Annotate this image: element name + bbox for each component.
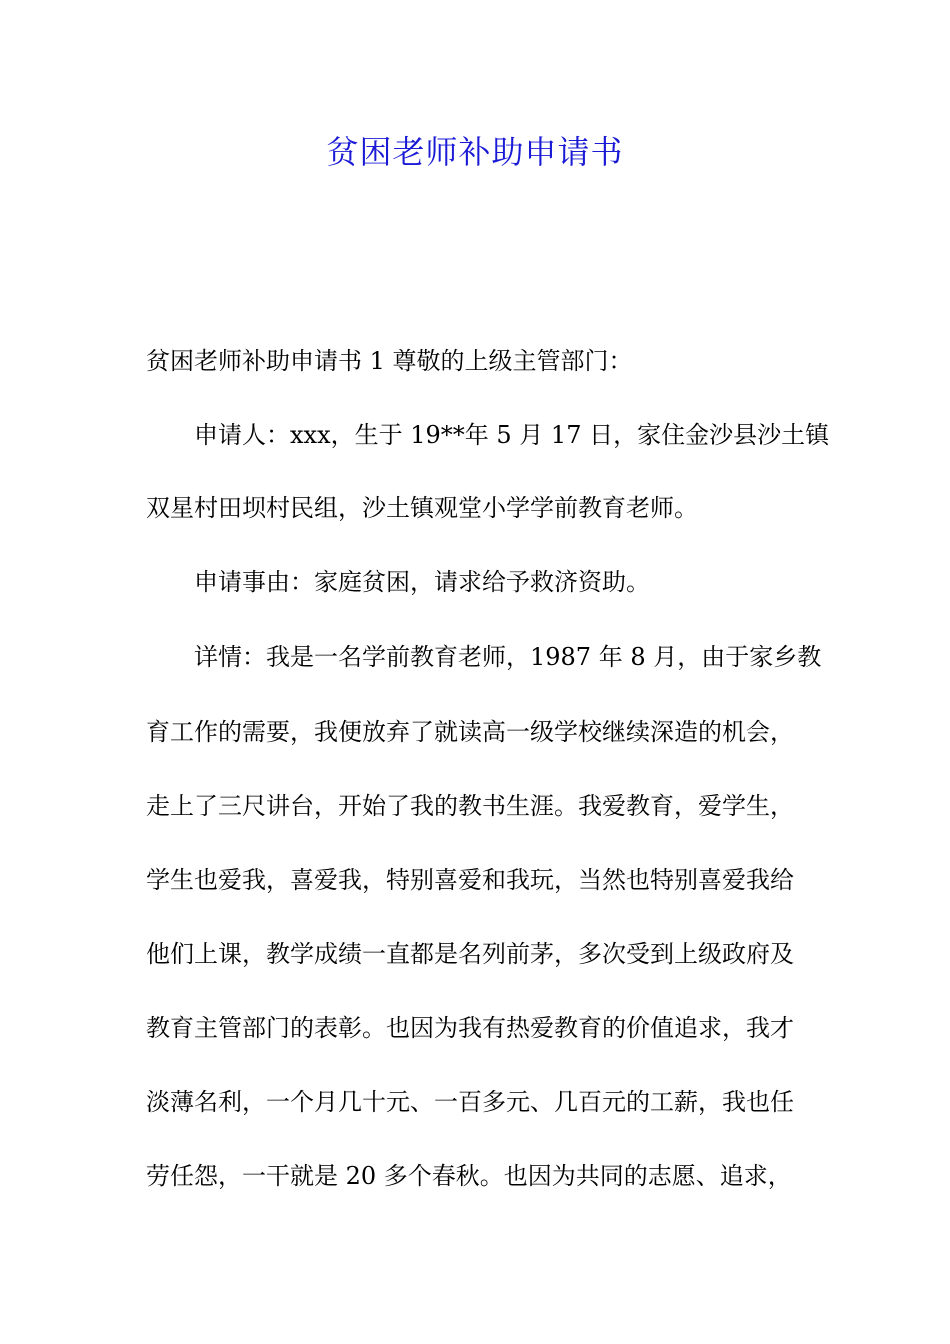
document-title: 贫困老师补助申请书 [326, 133, 624, 171]
details-line-4: 学生也爱我，喜爱我，特别喜爱和我玩，当然也特别喜爱我给 [146, 866, 794, 894]
details-line-2: 育工作的需要，我便放弃了就读高一级学校继续深造的机会， [146, 718, 794, 746]
details-line-6: 教育主管部门的表彰。也因为我有热爱教育的价值追求，我才 [146, 1014, 794, 1042]
applicant-line-1: 申请人：xxx，生于 19**年 5 月 17 日，家住金沙县沙土镇 [194, 421, 830, 449]
details-line-5: 他们上课，教学成绩一直都是名列前茅，多次受到上级政府及 [146, 940, 794, 968]
salutation-line: 贫困老师补助申请书 1 尊敬的上级主管部门： [146, 347, 633, 375]
applicant-line-2: 双星村田坝村民组，沙土镇观堂小学学前教育老师。 [146, 494, 698, 522]
details-line-3: 走上了三尺讲台，开始了我的教书生涯。我爱教育，爱学生， [146, 792, 794, 820]
details-line-1: 详情：我是一名学前教育老师，1987 年 8 月，由于家乡教 [194, 643, 822, 671]
details-line-8: 劳任怨，一干就是 20 多个春秋。也因为共同的志愿、追求， [146, 1162, 792, 1190]
reason-line: 申请事由：家庭贫困，请求给予救济资助。 [194, 568, 650, 596]
details-line-7: 淡薄名利，一个月几十元、一百多元、几百元的工薪，我也任 [146, 1088, 794, 1116]
